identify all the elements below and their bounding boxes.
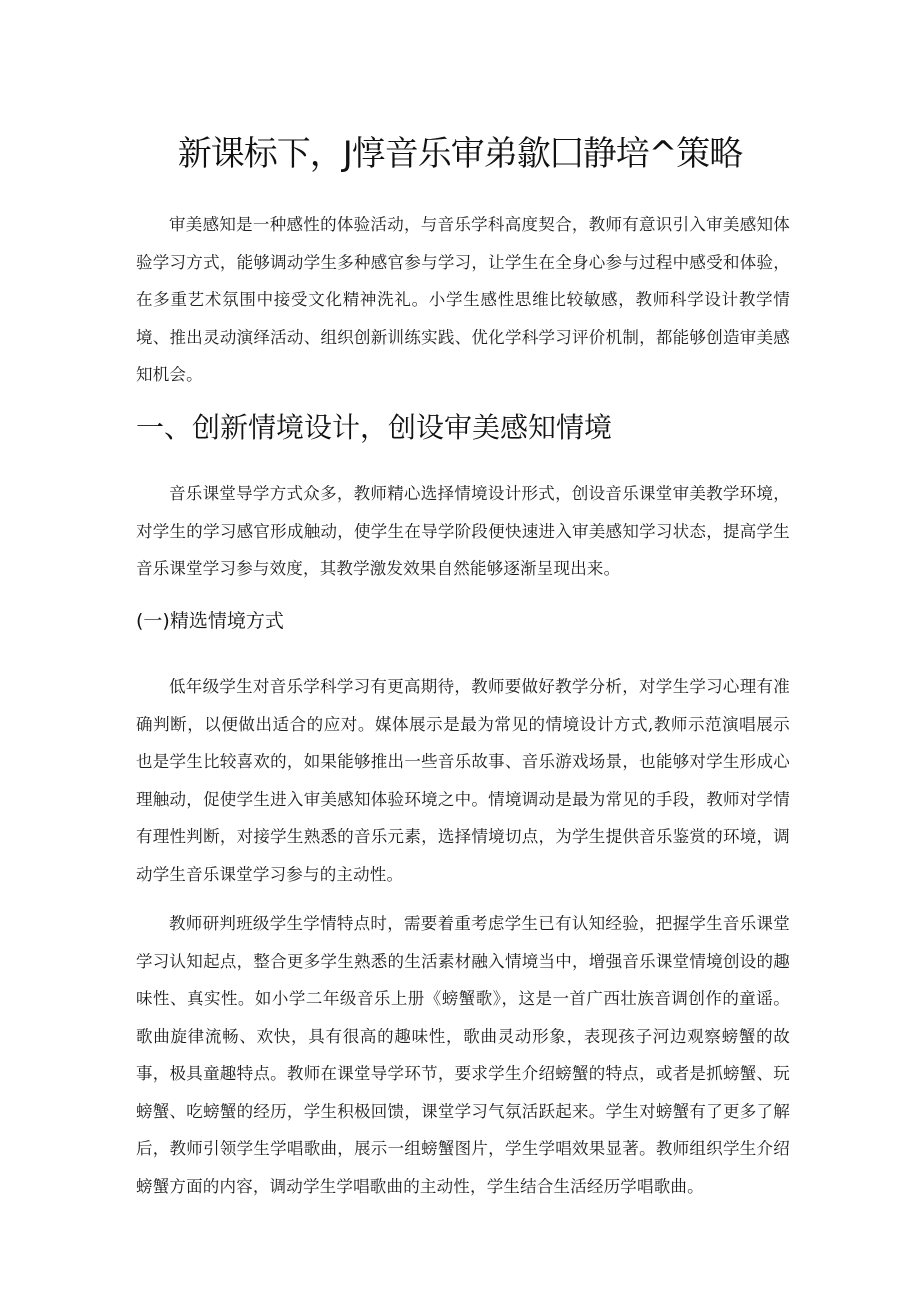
subsection-1-paragraph-1: 低年级学生对音乐学科学习有更高期待，教师要做好教学分析，对学生学习心理有准确判断，以便做出适合的应对。媒体展示是最为常见的情境设计方式,教师示范演唱展示也是学生比较喜欢的，如果能够推出一些音乐故事、音乐游戏场景，也能够对学生形成心理触动，促使学生进入审美感知体验环境之中。情境调动是最为常见的手段，教师对学情有理性判断，对接学生熟悉的音乐元素，选择情境切点，为学生提供音乐鉴赏的环境，调动学生音乐课堂学习参与的主动性。 bbox=[136, 677, 790, 884]
section-1-paragraph: 音乐课堂导学方式众多，教师精心选择情境设计形式，创设音乐课堂审美教学环境，对学生的学习感官形成触动，使学生在导学阶段便快速进入审美感知学习状态，提高学生音乐课堂学习参与效度，其教学激发效果自然能够逐渐呈现出来。 bbox=[136, 484, 790, 578]
subsection-heading-1: (一)精选情境方式 bbox=[136, 610, 284, 632]
document-title: 新课标下，J惇音乐审弟歙囗静培^策略 bbox=[177, 134, 743, 174]
section-heading-1: 一、创新情境设计，创设审美感知情境 bbox=[136, 411, 613, 444]
subsection-1-paragraph-2: 教师研判班级学生学情特点时，需要着重考虑学生已有认知经验，把握学生音乐课堂学习认知起点，整合更多学生熟悉的生活素材融入情境当中，增强音乐课堂情境创设的趣味性、真实性。如小学二年级音乐上册《螃蟹歌》，这是一首广西壮族音调创作的童谣。歌曲旋律流畅、欢快，具有很高的趣味性，歌曲灵动形象，表现孩子河边观察螃蟹的故事，极具童趣特点。教师在课堂导学环节，要求学生介绍螃蟹的特点，或者是抓螃蟹、玩螃蟹、吃螃蟹的经历，学生积极回馈，课堂学习气氛活跃起来。学生对螃蟹有了更多了解后，教师引领学生学唱歌曲，展示一组螃蟹图片，学生学唱效果显著。教师组织学生介绍螃蟹方面的内容，调动学生学唱歌曲的主动性，学生结合生活经历学唱歌曲。 bbox=[136, 914, 790, 1196]
intro-paragraph: 审美感知是一种感性的体验活动，与音乐学科高度契合，教师有意识引入审美感知体验学习方式，能够调动学生多种感官参与学习，让学生在全身心参与过程中感受和体验，在多重艺术氛围中接受文化精神洗礼。小学生感性思维比较敏感，教师科学设计教学情境、推出灵动演绎活动、组织创新训练实践、优化学科学习评价机制，都能够创造审美感知机会。 bbox=[136, 215, 790, 384]
